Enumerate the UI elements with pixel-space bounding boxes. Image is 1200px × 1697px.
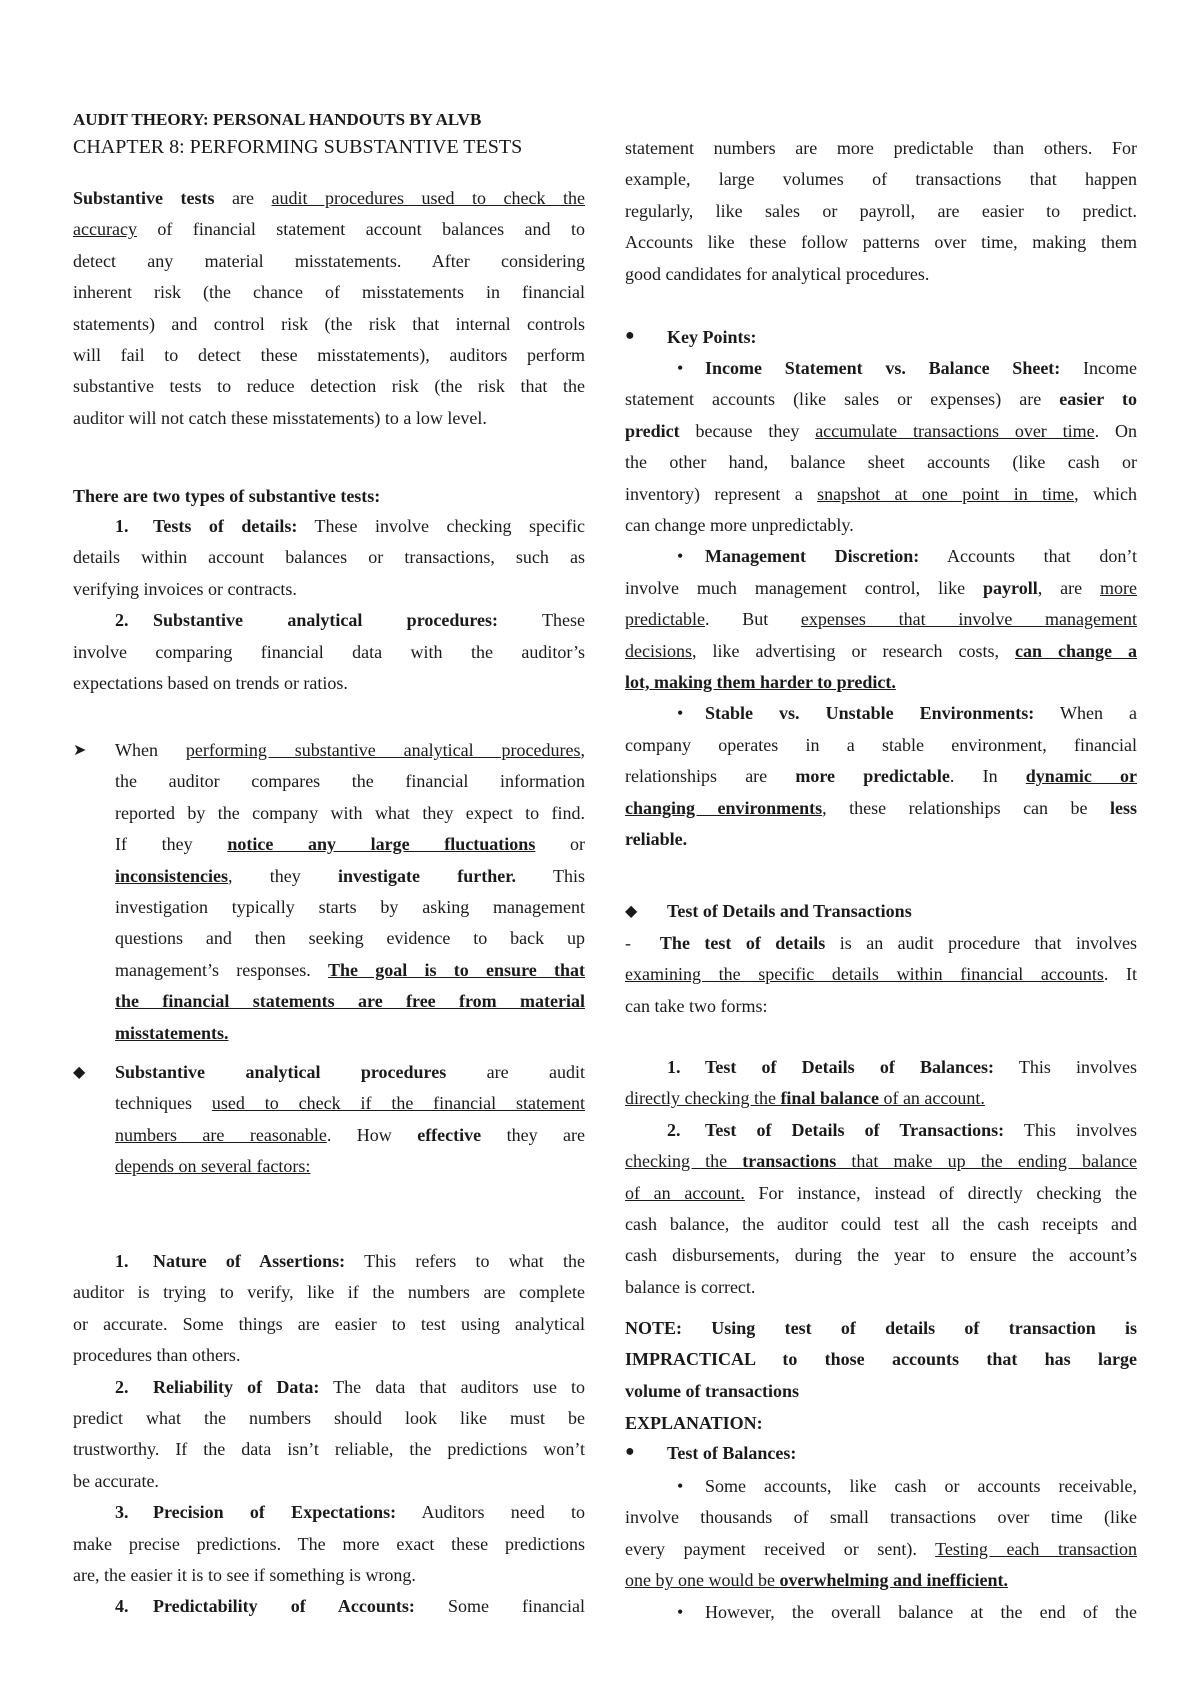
text-line: procedures than others. bbox=[73, 1345, 241, 1366]
text-line: When performing substantive analytical procedures, bbox=[115, 740, 585, 760]
text-line: verifying invoices or contracts. bbox=[73, 578, 297, 599]
text-line: expectations based on trends or ratios. bbox=[73, 673, 348, 693]
text-line: one by one would be overwhelming and inefficient. bbox=[625, 1570, 1008, 1591]
text-line: checking the transactions that make up the ending balance bbox=[625, 1151, 1137, 1172]
text-line: • Stable vs. Unstable Environments: When a bbox=[677, 703, 1137, 724]
text-line: the financial statements are free from material bbox=[115, 991, 585, 1012]
text-line: relationships are more predictable. In dynamic or bbox=[625, 766, 1137, 787]
text-line: IMPRACTICAL to those accounts that has large bbox=[625, 1349, 1137, 1370]
text-line: substantive tests to reduce detection risk (the risk that the bbox=[73, 376, 585, 397]
text-line: of an account. For instance, instead of directly checking the bbox=[625, 1182, 1137, 1203]
text-line: 2. Reliability of Data: The data that auditors use to bbox=[115, 1376, 585, 1397]
text-line: auditor will not catch these misstatements) to a low level. bbox=[73, 407, 487, 428]
text-line: If they notice any large fluctuations or bbox=[115, 834, 585, 855]
arrow-bullet-icon: ➤ bbox=[73, 742, 87, 759]
text-line: numbers are reasonable. How effective they are bbox=[115, 1124, 586, 1145]
text-line: are, the easier it is to see if something is wrong. bbox=[73, 1565, 416, 1585]
text-line: involve thousands of small transactions over time (like bbox=[625, 1507, 1137, 1528]
text-line: Substantive analytical procedures are audit bbox=[115, 1062, 586, 1082]
text-line: cash balance, the auditor could test all the cash receipts and bbox=[625, 1214, 1137, 1234]
small-bullet-icon: • bbox=[677, 546, 684, 567]
text-line: the auditor compares the financial information bbox=[115, 771, 585, 792]
text-line: questions and then seeking evidence to back up bbox=[115, 928, 585, 949]
text-line: • However, the overall balance at the end of the bbox=[677, 1601, 1137, 1622]
text-line: techniques used to check if the financial statement bbox=[115, 1093, 585, 1114]
text-line: trustworthy. If the data isn’t reliable, the predictions won’t bbox=[73, 1439, 585, 1460]
text-line: decisions, like advertising or research costs, can change a bbox=[625, 640, 1138, 661]
test-of-details-heading: Test of Details and Transactions bbox=[667, 901, 912, 921]
text-line: • Some accounts, like cash or accounts receivable, bbox=[677, 1476, 1137, 1496]
text-line: management’s responses. The goal is to ensure that bbox=[115, 959, 585, 980]
text-line: depends on several factors: bbox=[115, 1156, 311, 1177]
small-bullet-icon: • bbox=[677, 1476, 684, 1496]
text-line: inconsistencies, they investigate further. This bbox=[115, 865, 585, 886]
test-of-balances-label: Test of Balances: bbox=[667, 1443, 797, 1463]
text-line: 1. Nature of Assertions: This refers to what the bbox=[115, 1251, 586, 1271]
text-line: be accurate. bbox=[73, 1470, 159, 1491]
text-line: inventory) represent a snapshot at one point in time, which bbox=[625, 483, 1137, 504]
chapter-title: CHAPTER 8: PERFORMING SUBSTANTIVE TESTS bbox=[73, 136, 523, 158]
handout-title: AUDIT THEORY: PERSONAL HANDOUTS BY ALVB bbox=[73, 110, 482, 129]
text-line: changing environments, these relationships can be less bbox=[625, 797, 1137, 818]
text-line: statement numbers are more predictable than others. For bbox=[625, 138, 1137, 158]
text-line: • Income Statement vs. Balance Sheet: Income bbox=[677, 358, 1137, 378]
diamond-bullet-icon: ◆ bbox=[73, 1064, 86, 1081]
text-line: 1. Tests of details: These involve checking specific bbox=[115, 516, 585, 536]
text-line: 2. Substantive analytical procedures: These bbox=[115, 610, 585, 631]
text-line: • Management Discretion: Accounts that don’t bbox=[677, 546, 1138, 567]
text-line: NOTE: Using test of details of transaction is bbox=[625, 1318, 1137, 1338]
text-line: every payment received or sent). Testing each transaction bbox=[625, 1538, 1137, 1559]
text-line: or accurate. Some things are easier to test using analytical bbox=[73, 1313, 585, 1334]
text-line: 3. Precision of Expectations: Auditors need to bbox=[115, 1502, 585, 1523]
text-line: misstatements. bbox=[115, 1022, 229, 1043]
explanation-label: EXPLANATION: bbox=[625, 1413, 763, 1433]
text-line: the other hand, balance sheet accounts (like cash or bbox=[625, 452, 1137, 473]
text-line: involve much management control, like payroll, are more bbox=[625, 577, 1137, 598]
text-line: cash disbursements, during the year to ensure the account’s bbox=[625, 1245, 1137, 1266]
text-line: predict because they accumulate transactions over time. On bbox=[625, 420, 1138, 441]
text-line: predictable. But expenses that involve management bbox=[625, 609, 1137, 630]
text-line: detect any material misstatements. After considering bbox=[73, 250, 585, 271]
text-line: can take two forms: bbox=[625, 995, 768, 1016]
text-line: 1. Test of Details of Balances: This involves bbox=[667, 1057, 1137, 1077]
text-line: company operates in a stable environment, financial bbox=[625, 734, 1137, 755]
text-line: balance is correct. bbox=[625, 1276, 756, 1297]
text-line: good candidates for analytical procedures. bbox=[625, 263, 930, 284]
text-line: accuracy of financial statement account balances and to bbox=[73, 219, 585, 240]
text-line: will fail to detect these misstatements), auditors perform bbox=[73, 345, 585, 365]
key-points-label: Key Points: bbox=[667, 327, 757, 347]
text-line: auditor is trying to verify, like if the numbers are complete bbox=[73, 1282, 585, 1303]
text-line: examining the specific details within financial accounts. It bbox=[625, 964, 1137, 985]
text-line: Substantive tests are audit procedures used to check the bbox=[73, 188, 585, 208]
text-line: regularly, like sales or payroll, are easier to predict. bbox=[625, 200, 1137, 221]
text-line: investigation typically starts by asking management bbox=[115, 897, 585, 917]
text-line: inherent risk (the chance of misstatements in financial bbox=[73, 282, 585, 303]
types-heading: There are two types of substantive tests: bbox=[73, 486, 381, 506]
text-line: Accounts like these follow patterns over time, making them bbox=[625, 232, 1137, 253]
text-line: statement accounts (like sales or expenses) are easier to bbox=[625, 389, 1137, 410]
text-line: make precise predictions. The more exact these predictions bbox=[73, 1533, 585, 1554]
text-line: 4. Predictability of Accounts: Some financial bbox=[115, 1596, 585, 1617]
text-line: volume of transactions bbox=[625, 1380, 799, 1401]
text-line: predict what the numbers should look like must be bbox=[73, 1408, 585, 1428]
small-bullet-icon: • bbox=[677, 703, 684, 724]
text-line: can change more unpredictably. bbox=[625, 515, 854, 535]
text-line: directly checking the final balance of an account. bbox=[625, 1088, 985, 1109]
circle-bullet-icon: ● bbox=[625, 327, 635, 344]
small-bullet-icon: • bbox=[677, 358, 684, 378]
text-line: statements) and control risk (the risk that internal controls bbox=[73, 313, 585, 334]
small-bullet-icon: • bbox=[677, 1601, 684, 1622]
text-line: lot, making them harder to predict. bbox=[625, 672, 896, 692]
text-line: 2. Test of Details of Transactions: This involves bbox=[667, 1119, 1137, 1140]
text-line: details within account balances or transactions, such as bbox=[73, 547, 585, 568]
text-line: reported by the company with what they expect to find. bbox=[115, 802, 585, 823]
text-line: example, large volumes of transactions that happen bbox=[625, 169, 1137, 190]
text-line: reliable. bbox=[625, 829, 688, 849]
text-line: - The test of details is an audit procedure that involves bbox=[625, 933, 1137, 953]
text-line: involve comparing financial data with the auditor’s bbox=[73, 641, 585, 662]
diamond-bullet-icon: ◆ bbox=[625, 903, 638, 920]
circle-bullet-icon: ● bbox=[625, 1443, 635, 1460]
